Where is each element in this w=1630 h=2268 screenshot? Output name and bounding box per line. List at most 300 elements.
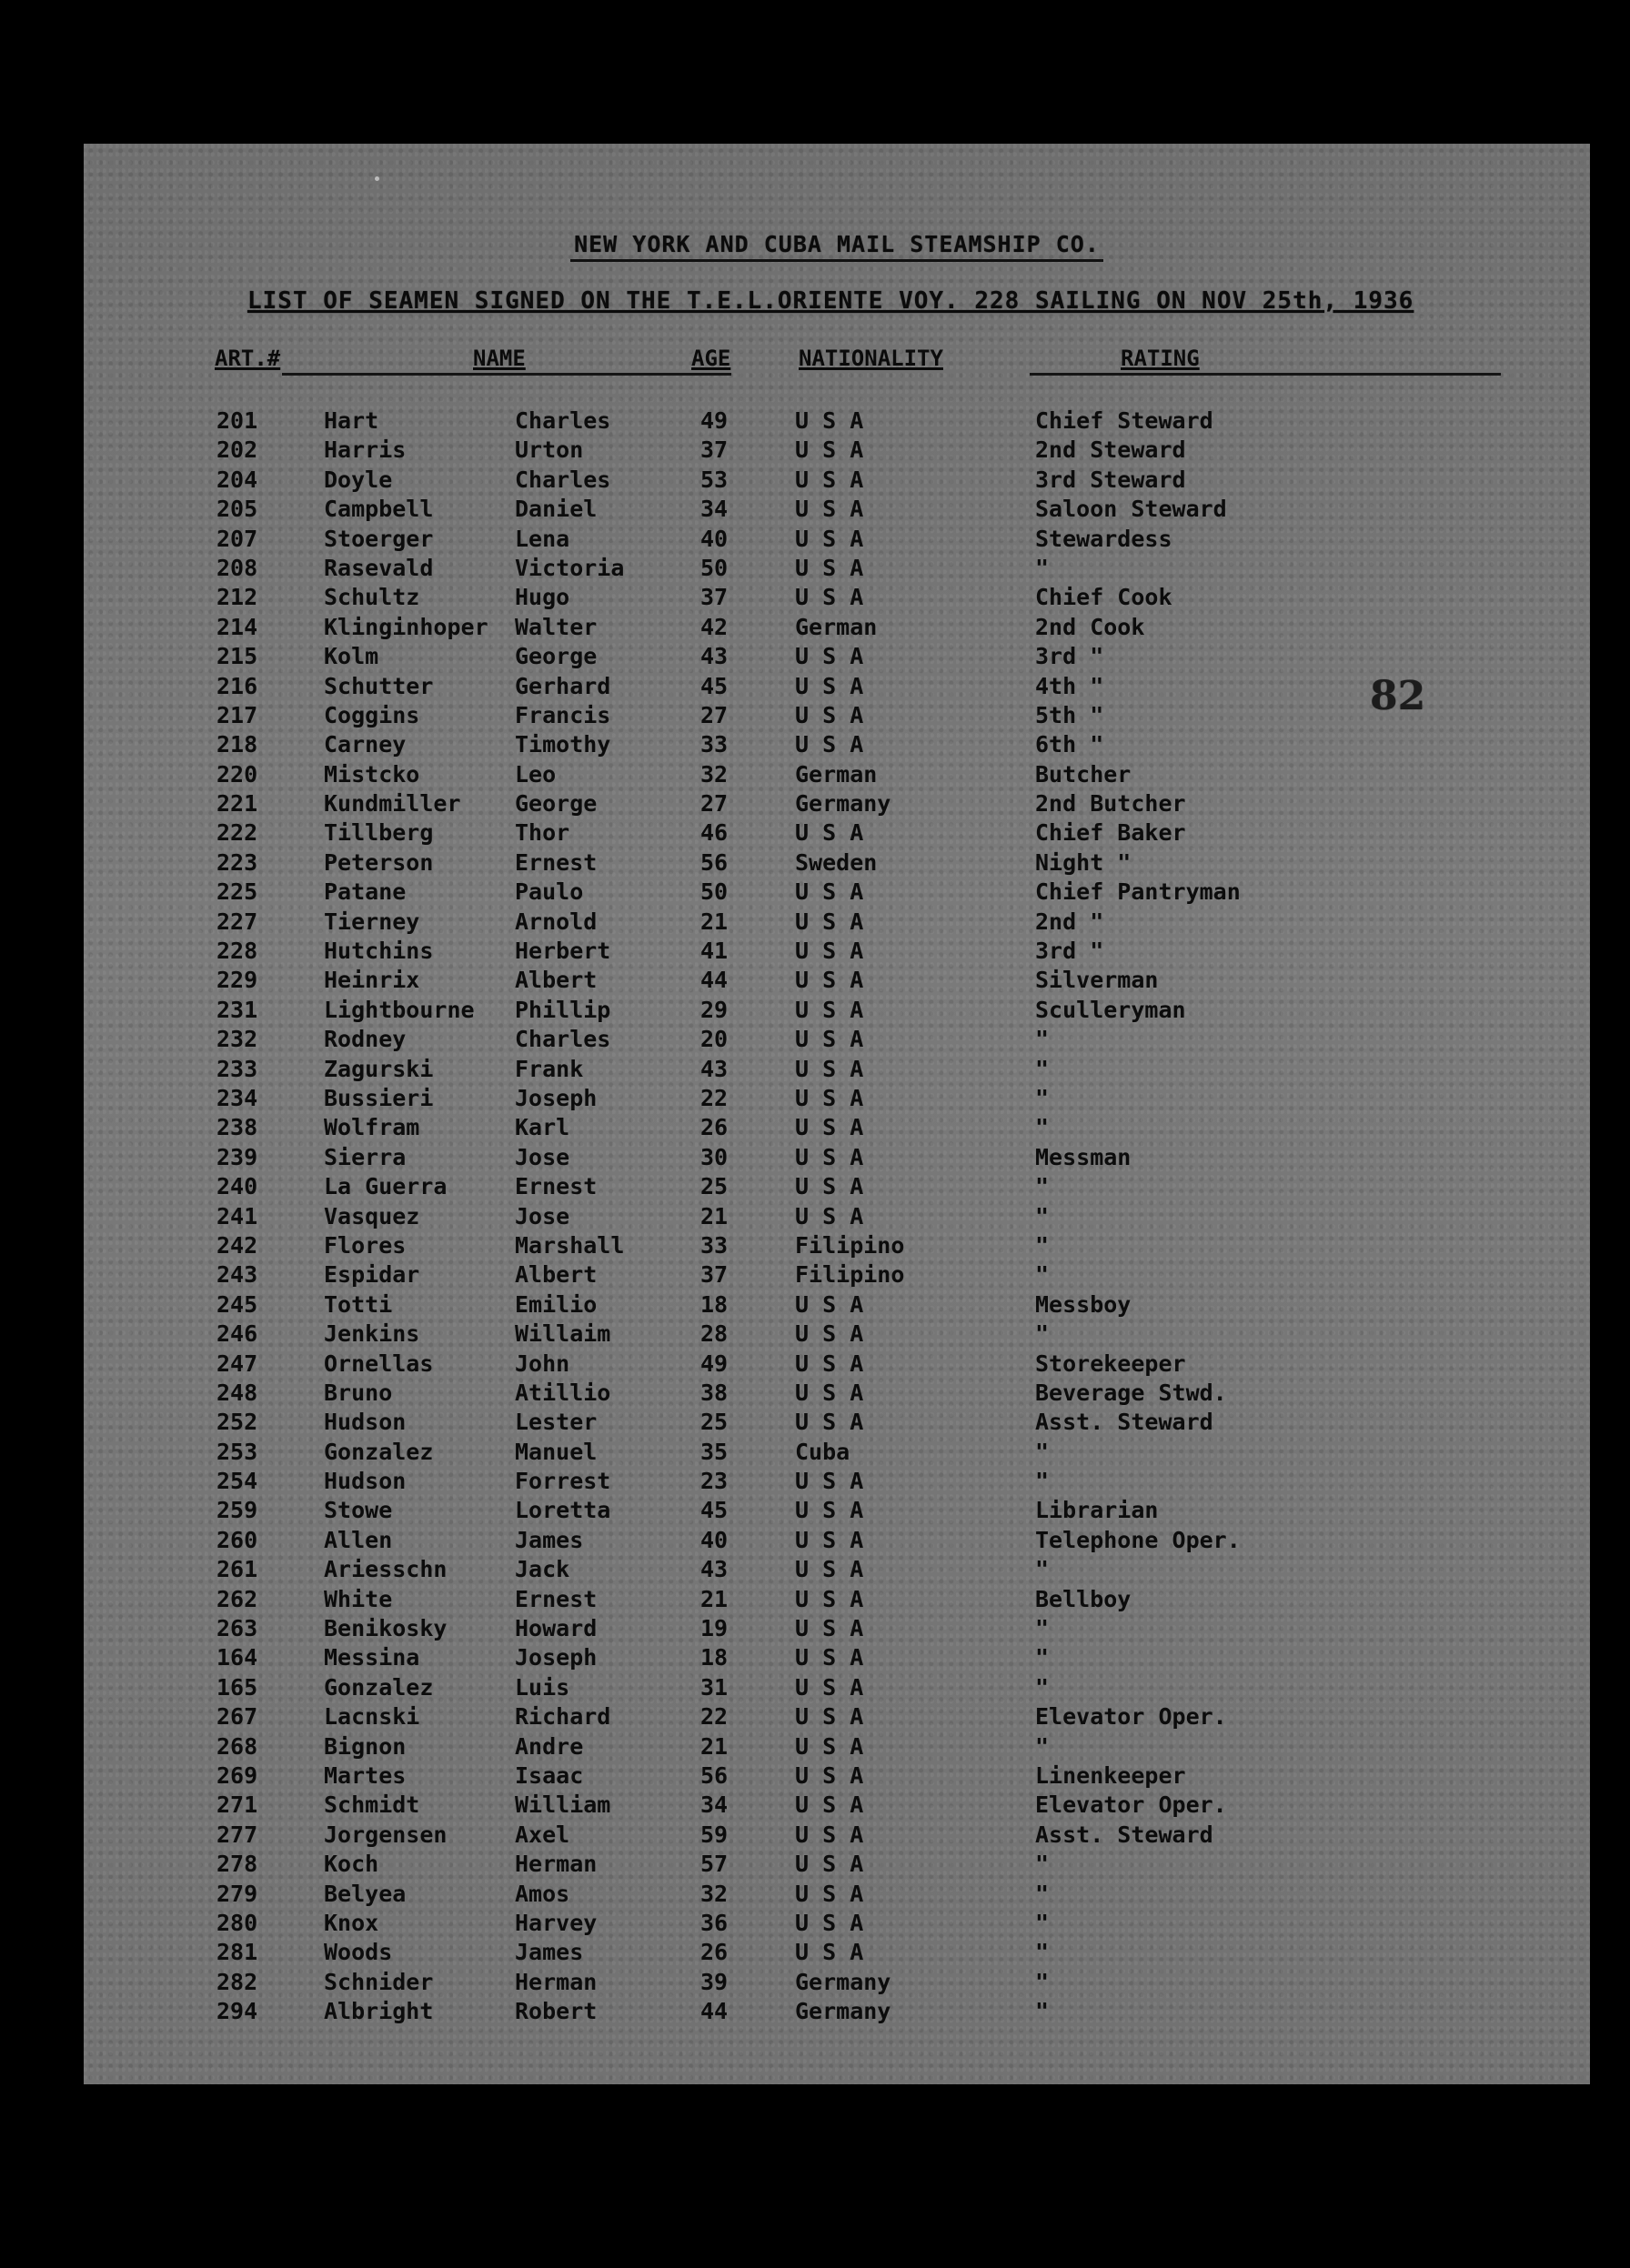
age-cell: 25 (700, 1409, 729, 1436)
art-number-cell: 232 (216, 1026, 258, 1053)
table-row (84, 1791, 1590, 1821)
nationality-cell: U S A (795, 908, 864, 935)
art-number-cell: 268 (216, 1732, 258, 1760)
age-cell: 34 (700, 496, 729, 523)
surname-cell: Flores (324, 1231, 407, 1259)
given-name-cell: Axel (515, 1821, 570, 1848)
rating-cell: Chief Baker (1035, 819, 1186, 847)
rating-cell: Elevator Oper. (1035, 1703, 1227, 1731)
rating-cell: Asst. Steward (1035, 1821, 1213, 1848)
age-cell: 42 (700, 613, 729, 640)
table-row (84, 731, 1590, 760)
rating-cell: Night " (1035, 848, 1132, 876)
art-number-cell: 282 (216, 1968, 258, 1995)
art-number-cell: 254 (216, 1468, 258, 1495)
given-name-cell: Ernest (515, 1585, 598, 1612)
age-cell: 43 (700, 1556, 729, 1583)
given-name-cell: James (515, 1939, 584, 1966)
surname-cell: Schnider (324, 1968, 434, 1995)
given-name-cell: Loretta (515, 1497, 611, 1524)
surname-cell: Stowe (324, 1497, 393, 1524)
age-cell: 30 (700, 1143, 729, 1170)
header-nationality: NATIONALITY (799, 346, 943, 371)
surname-cell: Ariesschn (324, 1556, 448, 1583)
surname-cell: Hutchins (324, 938, 434, 965)
rating-cell: 5th " (1035, 701, 1104, 728)
nationality-cell: U S A (795, 1497, 864, 1524)
table-row (84, 1056, 1590, 1085)
table-row (84, 967, 1590, 996)
table-row (84, 1468, 1590, 1497)
rating-cell: Librarian (1035, 1497, 1159, 1524)
nationality-cell: German (795, 613, 878, 640)
surname-cell: Coggins (324, 701, 420, 728)
table-row (84, 878, 1590, 908)
rating-cell: " (1035, 1998, 1050, 2025)
rating-cell: Saloon Steward (1035, 496, 1227, 523)
given-name-cell: Forrest (515, 1468, 611, 1495)
rating-cell: " (1035, 1231, 1050, 1259)
nationality-cell: U S A (795, 1468, 864, 1495)
surname-cell: Lightbourne (324, 996, 475, 1023)
art-number-cell: 241 (216, 1202, 258, 1229)
nationality-cell: U S A (795, 1055, 864, 1082)
given-name-cell: Frank (515, 1055, 584, 1082)
art-number-cell: 204 (216, 466, 258, 493)
surname-cell: Klinginhoper (324, 613, 488, 640)
surname-cell: Doyle (324, 466, 393, 493)
rating-cell: " (1035, 1851, 1050, 1878)
table-row (84, 849, 1590, 878)
table-row (84, 1939, 1590, 1968)
surname-cell: Wolfram (324, 1114, 420, 1141)
surname-cell: Lacnski (324, 1703, 420, 1731)
given-name-cell: Harvey (515, 1909, 598, 1936)
age-cell: 26 (700, 1114, 729, 1141)
given-name-cell: George (515, 643, 598, 670)
age-cell: 59 (700, 1821, 729, 1848)
age-cell: 22 (700, 1703, 729, 1731)
table-row (84, 496, 1590, 525)
rating-cell: " (1035, 1261, 1050, 1289)
art-number-cell: 214 (216, 613, 258, 640)
surname-cell: Gonzalez (324, 1438, 434, 1465)
age-cell: 27 (700, 790, 729, 818)
nationality-cell: U S A (795, 1732, 864, 1760)
nationality-cell: U S A (795, 1026, 864, 1053)
art-number-cell: 227 (216, 908, 258, 935)
art-number-cell: 279 (216, 1880, 258, 1907)
rating-cell: Linenkeeper (1035, 1761, 1186, 1789)
art-number-cell: 207 (216, 525, 258, 552)
table-row (84, 1320, 1590, 1350)
rating-cell: " (1035, 1880, 1050, 1907)
table-row (84, 1144, 1590, 1173)
art-number-cell: 243 (216, 1261, 258, 1289)
surname-cell: Zagurski (324, 1055, 434, 1082)
art-number-cell: 234 (216, 1084, 258, 1111)
age-cell: 45 (700, 1497, 729, 1524)
document-subtitle: LIST OF SEAMEN SIGNED ON THE T.E.L.ORIENTE VOY. 228 SAILING ON NOV 25th, 1936 (247, 287, 1414, 315)
art-number-cell: 217 (216, 701, 258, 728)
given-name-cell: Amos (515, 1880, 570, 1907)
art-number-cell: 238 (216, 1114, 258, 1141)
age-cell: 29 (700, 996, 729, 1023)
nationality-cell: German (795, 760, 878, 788)
age-cell: 18 (700, 1644, 729, 1671)
nationality-cell: U S A (795, 1143, 864, 1170)
age-cell: 43 (700, 1055, 729, 1082)
nationality-cell: U S A (795, 525, 864, 552)
given-name-cell: Albert (515, 1261, 598, 1289)
rating-cell: Silverman (1035, 967, 1159, 994)
art-number-cell: 294 (216, 1998, 258, 2025)
age-cell: 35 (700, 1438, 729, 1465)
surname-cell: Tierney (324, 908, 420, 935)
rating-cell: 6th " (1035, 731, 1104, 758)
table-row (84, 938, 1590, 967)
given-name-cell: Albert (515, 967, 598, 994)
art-number-cell: 223 (216, 848, 258, 876)
table-row (84, 1261, 1590, 1290)
nationality-cell: Filipino (795, 1231, 905, 1259)
art-number-cell: 281 (216, 1939, 258, 1966)
nationality-cell: U S A (795, 1114, 864, 1141)
header-name: NAME (473, 346, 526, 371)
surname-cell: Kolm (324, 643, 379, 670)
nationality-cell: U S A (795, 1939, 864, 1966)
nationality-cell: Germany (795, 1968, 891, 1995)
table-row (84, 1497, 1590, 1526)
table-row (84, 1969, 1590, 1998)
age-cell: 27 (700, 701, 729, 728)
surname-cell: Martes (324, 1761, 407, 1789)
table-row (84, 643, 1590, 672)
given-name-cell: Emilio (515, 1290, 598, 1318)
rating-cell: Chief Cook (1035, 584, 1172, 611)
rating-header-rule (1030, 373, 1501, 376)
given-name-cell: Ernest (515, 848, 598, 876)
art-number-cell: 201 (216, 407, 258, 434)
age-cell: 40 (700, 1526, 729, 1553)
age-cell: 36 (700, 1909, 729, 1936)
name-header-rule (282, 373, 731, 376)
title-text: NEW YORK AND CUBA MAIL STEAMSHIP CO. (570, 231, 1103, 262)
art-number-cell: 261 (216, 1556, 258, 1583)
rating-cell: Chief Steward (1035, 407, 1213, 434)
table-row (84, 555, 1590, 584)
age-cell: 21 (700, 908, 729, 935)
age-cell: 32 (700, 760, 729, 788)
given-name-cell: Joseph (515, 1644, 598, 1671)
nationality-cell: U S A (795, 938, 864, 965)
age-cell: 21 (700, 1202, 729, 1229)
rating-cell: 2nd Butcher (1035, 790, 1186, 818)
nationality-cell: U S A (795, 466, 864, 493)
rating-cell: Bellboy (1035, 1585, 1132, 1612)
rating-cell: Chief Pantryman (1035, 878, 1241, 906)
age-cell: 50 (700, 878, 729, 906)
age-cell: 37 (700, 437, 729, 464)
art-number-cell: 269 (216, 1761, 258, 1789)
art-number-cell: 271 (216, 1791, 258, 1819)
art-number-cell: 252 (216, 1409, 258, 1436)
table-row (84, 1173, 1590, 1202)
nationality-cell: U S A (795, 643, 864, 670)
art-number-cell: 216 (216, 672, 258, 699)
surname-cell: Messina (324, 1644, 420, 1671)
given-name-cell: Atillio (515, 1379, 611, 1406)
age-cell: 20 (700, 1026, 729, 1053)
surname-cell: La Guerra (324, 1173, 448, 1200)
nationality-cell: U S A (795, 1851, 864, 1878)
table-row (84, 584, 1590, 613)
art-number-cell: 267 (216, 1703, 258, 1731)
surname-cell: Woods (324, 1939, 393, 1966)
given-name-cell: Daniel (515, 496, 598, 523)
age-cell: 26 (700, 1939, 729, 1966)
art-number-cell: 165 (216, 1673, 258, 1701)
given-name-cell: Leo (515, 760, 557, 788)
surname-cell: Tillberg (324, 819, 434, 847)
art-number-cell: 231 (216, 996, 258, 1023)
surname-cell: Espidar (324, 1261, 420, 1289)
nationality-cell: U S A (795, 437, 864, 464)
document-title (84, 231, 1590, 257)
given-name-cell: Jose (515, 1202, 570, 1229)
rating-cell: " (1035, 1055, 1050, 1082)
nationality-cell: Filipino (795, 1261, 905, 1289)
nationality-cell: Cuba (795, 1438, 850, 1465)
given-name-cell: William (515, 1791, 611, 1819)
table-row (84, 1615, 1590, 1644)
nationality-cell: U S A (795, 1409, 864, 1436)
table-row (84, 1821, 1590, 1851)
dust-speck (375, 176, 379, 181)
nationality-cell: U S A (795, 584, 864, 611)
surname-cell: Hudson (324, 1409, 407, 1436)
surname-cell: Albright (324, 1998, 434, 2025)
age-cell: 21 (700, 1732, 729, 1760)
table-row (84, 761, 1590, 790)
art-number-cell: 260 (216, 1526, 258, 1553)
given-name-cell: Manuel (515, 1438, 598, 1465)
nationality-cell: U S A (795, 1084, 864, 1111)
rating-cell: " (1035, 1320, 1050, 1348)
table-row (84, 908, 1590, 938)
given-name-cell: Walter (515, 613, 598, 640)
art-number-cell: 280 (216, 1909, 258, 1936)
nationality-cell: U S A (795, 1791, 864, 1819)
table-row (84, 407, 1590, 437)
rating-cell: " (1035, 1732, 1050, 1760)
nationality-cell: U S A (795, 701, 864, 728)
table-row (84, 1439, 1590, 1468)
surname-cell: Jorgensen (324, 1821, 448, 1848)
surname-cell: Gonzalez (324, 1673, 434, 1701)
given-name-cell: Charles (515, 407, 611, 434)
nationality-cell: U S A (795, 1202, 864, 1229)
art-number-cell: 253 (216, 1438, 258, 1465)
rating-cell: Butcher (1035, 760, 1132, 788)
nationality-cell: U S A (795, 554, 864, 581)
surname-cell: Stoerger (324, 525, 434, 552)
rating-cell: Messboy (1035, 1290, 1132, 1318)
age-cell: 57 (700, 1851, 729, 1878)
age-cell: 49 (700, 407, 729, 434)
nationality-cell: U S A (795, 1556, 864, 1583)
given-name-cell: Thor (515, 819, 570, 847)
rating-cell: Elevator Oper. (1035, 1791, 1227, 1819)
given-name-cell: Urton (515, 437, 584, 464)
art-number-cell: 164 (216, 1644, 258, 1671)
rating-cell: " (1035, 1026, 1050, 1053)
nationality-cell: U S A (795, 1350, 864, 1377)
table-row (84, 1085, 1590, 1114)
surname-cell: Bruno (324, 1379, 393, 1406)
rating-cell: " (1035, 1644, 1050, 1671)
table-row (84, 1232, 1590, 1261)
surname-cell: Rasevald (324, 554, 434, 581)
age-cell: 39 (700, 1968, 729, 1995)
age-cell: 56 (700, 1761, 729, 1789)
surname-cell: Harris (324, 437, 407, 464)
surname-cell: Heinrix (324, 967, 420, 994)
rating-cell: " (1035, 1084, 1050, 1111)
table-row (84, 1733, 1590, 1762)
rating-cell: Telephone Oper. (1035, 1526, 1241, 1553)
nationality-cell: U S A (795, 1290, 864, 1318)
header-art: ART.# (215, 346, 281, 371)
given-name-cell: Paulo (515, 878, 584, 906)
given-name-cell: Timothy (515, 731, 611, 758)
art-number-cell: 229 (216, 967, 258, 994)
table-row (84, 1114, 1590, 1143)
table-row (84, 1350, 1590, 1380)
header-rating: RATING (1121, 346, 1200, 371)
table-row (84, 467, 1590, 496)
given-name-cell: John (515, 1350, 570, 1377)
surname-cell: Hart (324, 407, 379, 434)
age-cell: 53 (700, 466, 729, 493)
art-number-cell: 215 (216, 643, 258, 670)
surname-cell: Allen (324, 1526, 393, 1553)
nationality-cell: U S A (795, 1821, 864, 1848)
surname-cell: Belyea (324, 1880, 407, 1907)
table-row (84, 673, 1590, 702)
age-cell: 37 (700, 584, 729, 611)
table-row (84, 997, 1590, 1026)
given-name-cell: Hugo (515, 584, 570, 611)
given-name-cell: Ernest (515, 1173, 598, 1200)
age-cell: 21 (700, 1585, 729, 1612)
rating-cell: Beverage Stwd. (1035, 1379, 1227, 1406)
table-row (84, 1762, 1590, 1791)
nationality-cell: U S A (795, 1526, 864, 1553)
table-row (84, 1409, 1590, 1438)
art-number-cell: 259 (216, 1497, 258, 1524)
surname-cell: Benikosky (324, 1615, 448, 1642)
table-row (84, 1380, 1590, 1409)
rating-cell: " (1035, 1468, 1050, 1495)
rating-cell: " (1035, 1173, 1050, 1200)
nationality-cell: Sweden (795, 848, 878, 876)
art-number-cell: 263 (216, 1615, 258, 1642)
nationality-cell: U S A (795, 967, 864, 994)
nationality-cell: U S A (795, 1379, 864, 1406)
art-number-cell: 212 (216, 584, 258, 611)
age-cell: 34 (700, 1791, 729, 1819)
given-name-cell: Howard (515, 1615, 598, 1642)
nationality-cell: U S A (795, 672, 864, 699)
surname-cell: Knox (324, 1909, 379, 1936)
age-cell: 50 (700, 554, 729, 581)
rating-cell: 4th " (1035, 672, 1104, 699)
rating-cell: " (1035, 1909, 1050, 1936)
table-row (84, 1586, 1590, 1615)
age-cell: 38 (700, 1379, 729, 1406)
nationality-cell: U S A (795, 1615, 864, 1642)
given-name-cell: Herbert (515, 938, 611, 965)
art-number-cell: 278 (216, 1851, 258, 1878)
nationality-cell: U S A (795, 819, 864, 847)
art-number-cell: 222 (216, 819, 258, 847)
rating-cell: Sculleryman (1035, 996, 1186, 1023)
given-name-cell: Marshall (515, 1231, 625, 1259)
nationality-cell: U S A (795, 1585, 864, 1612)
table-row (84, 1998, 1590, 2027)
surname-cell: Campbell (324, 496, 434, 523)
surname-cell: Kundmiller (324, 790, 461, 818)
rating-cell: Messman (1035, 1143, 1132, 1170)
rating-cell: 3rd " (1035, 643, 1104, 670)
table-row (84, 1203, 1590, 1232)
rating-cell: " (1035, 1438, 1050, 1465)
surname-cell: White (324, 1585, 393, 1612)
nationality-cell: U S A (795, 731, 864, 758)
table-row (84, 1881, 1590, 1910)
surname-cell: Totti (324, 1290, 393, 1318)
given-name-cell: Francis (515, 701, 611, 728)
surname-cell: Hudson (324, 1468, 407, 1495)
table-row (84, 702, 1590, 731)
table-row (84, 819, 1590, 848)
age-cell: 45 (700, 672, 729, 699)
art-number-cell: 233 (216, 1055, 258, 1082)
nationality-cell: U S A (795, 878, 864, 906)
age-cell: 37 (700, 1261, 729, 1289)
given-name-cell: Robert (515, 1998, 598, 2025)
rating-cell: " (1035, 1615, 1050, 1642)
given-name-cell: Luis (515, 1673, 570, 1701)
art-number-cell: 225 (216, 878, 258, 906)
nationality-cell: U S A (795, 1880, 864, 1907)
given-name-cell: Herman (515, 1851, 598, 1878)
table-row (84, 1910, 1590, 1939)
surname-cell: Vasquez (324, 1202, 420, 1229)
rating-cell: Storekeeper (1035, 1350, 1186, 1377)
given-name-cell: Richard (515, 1703, 611, 1731)
column-headers (84, 346, 1590, 382)
rating-cell: " (1035, 1939, 1050, 1966)
surname-cell: Schultz (324, 584, 420, 611)
surname-cell: Carney (324, 731, 407, 758)
rating-cell: 2nd " (1035, 908, 1104, 935)
rating-cell: " (1035, 1968, 1050, 1995)
document-page (84, 144, 1590, 2084)
age-cell: 22 (700, 1084, 729, 1111)
table-row (84, 614, 1590, 643)
